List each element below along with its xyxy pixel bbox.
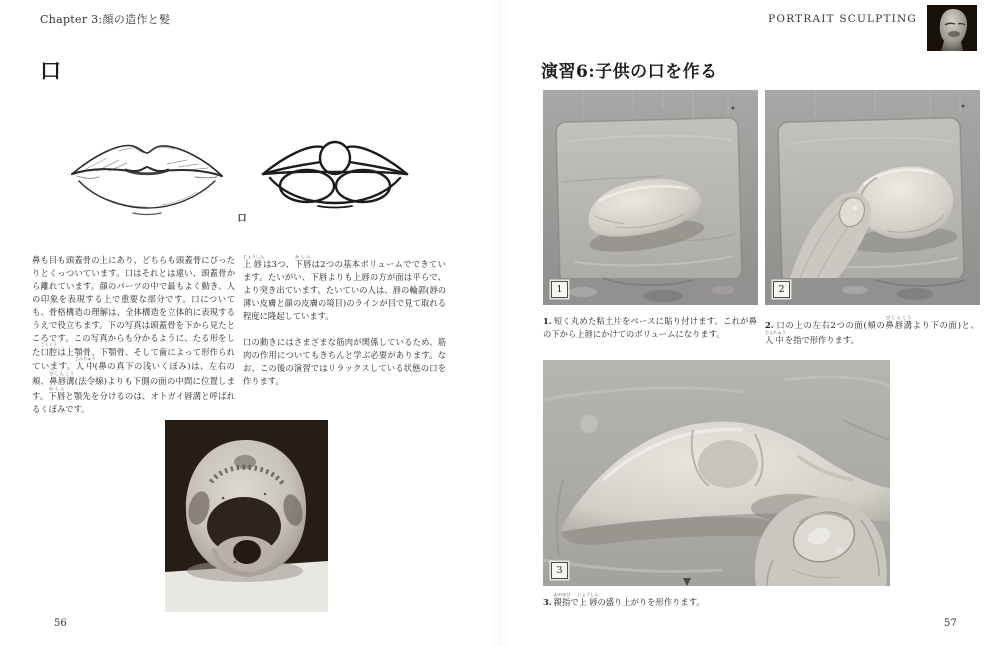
lips-sketch-drawing [64, 118, 230, 218]
figure-caption: 口 [237, 214, 247, 224]
skull-underside-photo [165, 420, 328, 612]
step-2-photo [765, 90, 980, 305]
step-1-caption-number: 1. [543, 316, 552, 326]
step-number-badge: 1 [551, 281, 568, 298]
lips-schematic-figure [258, 126, 412, 210]
step-2-caption [765, 315, 979, 347]
paragraph: 口の動きにはさまざまな筋肉が関係しているため、筋肉の作用についてもきちんと学ぶ必要があります。なお、この後の演習ではリラックスしている状態の口を作ります。 [243, 337, 446, 386]
body-text-column-1 [32, 254, 235, 429]
step-3-photo [543, 360, 890, 586]
step-3-caption-number: 3. [543, 597, 552, 607]
step-1-caption-text: 短く丸めた粘土片をベースに貼り付けます。これが鼻の下から上唇にかけてのボリュームになります。 [543, 316, 757, 339]
step-2-caption-number: 2. [765, 320, 774, 330]
step-3-caption-text: 親指おやゆびで上唇じょうしんの盛り上がりを形作ります。 [553, 592, 705, 607]
lips-sketch-figure [64, 118, 230, 218]
step-number-badge: 3 [551, 562, 568, 579]
page-number-left: 56 [54, 618, 67, 629]
exercise-title: 演習6:子供の口を作る [541, 62, 718, 82]
chapter-thumbnail-photo [927, 5, 977, 51]
book-title-header: PORTRAIT SCULPTING [768, 13, 917, 25]
page-number-right: 57 [944, 618, 957, 629]
body-text-column-2 [243, 254, 446, 401]
step-number-badge: 2 [773, 281, 790, 298]
step-1-caption [543, 315, 757, 340]
paragraph: 上唇じょうしんは3つ、下唇かしんは2つの基本ボリュームでできています。たいがい、下唇よりも上唇の方が面は平らで、より突き出ています。たいていの人は、唇の輪郭(唇の薄い皮膚と顔の皮膚の境目)のラインが目で見て取れる程度に隆起しています。 [243, 254, 446, 321]
lips-schematic-drawing [258, 126, 412, 210]
step-3-caption [543, 592, 843, 609]
page-title: 口 [40, 58, 62, 83]
center-fold [492, 0, 508, 646]
step-1-photo [543, 90, 758, 305]
step-2-caption-text: 口の上の左右2つの面(頬の鼻唇溝びしんこうより下の面)と、人中じんちゅうを指で形作ります。 [765, 315, 979, 345]
chapter-header: Chapter 3:顔の造作と髪 [40, 13, 171, 26]
paragraph: 鼻も目も頭蓋骨の上にあり、どちらも頭蓋骨にぴったりとくっついています。口はそれとは違い、頭蓋骨から離れています。顔のパーツの中で最もよく動き、人の印象を表現する上で重要な部分です。口についても、骨格構造の理解は、全体構造を立体的に表現するうえで役立ちます。下の写真は頭蓋骨を下から見たところです。この写真からも分かるように、たる形をした口腔こうくうは上顎骨、下顎骨、そして歯によって形作られています。人中じんちゅう(鼻の真下の浅いくぼみ)は、左右の頬、鼻唇溝びしんこう(法令線)よりも下側の面の中間に位置します。下唇かしんと顎先を分けるのは、オトガイ唇溝と呼ばれるくぼみです。 [32, 255, 235, 414]
